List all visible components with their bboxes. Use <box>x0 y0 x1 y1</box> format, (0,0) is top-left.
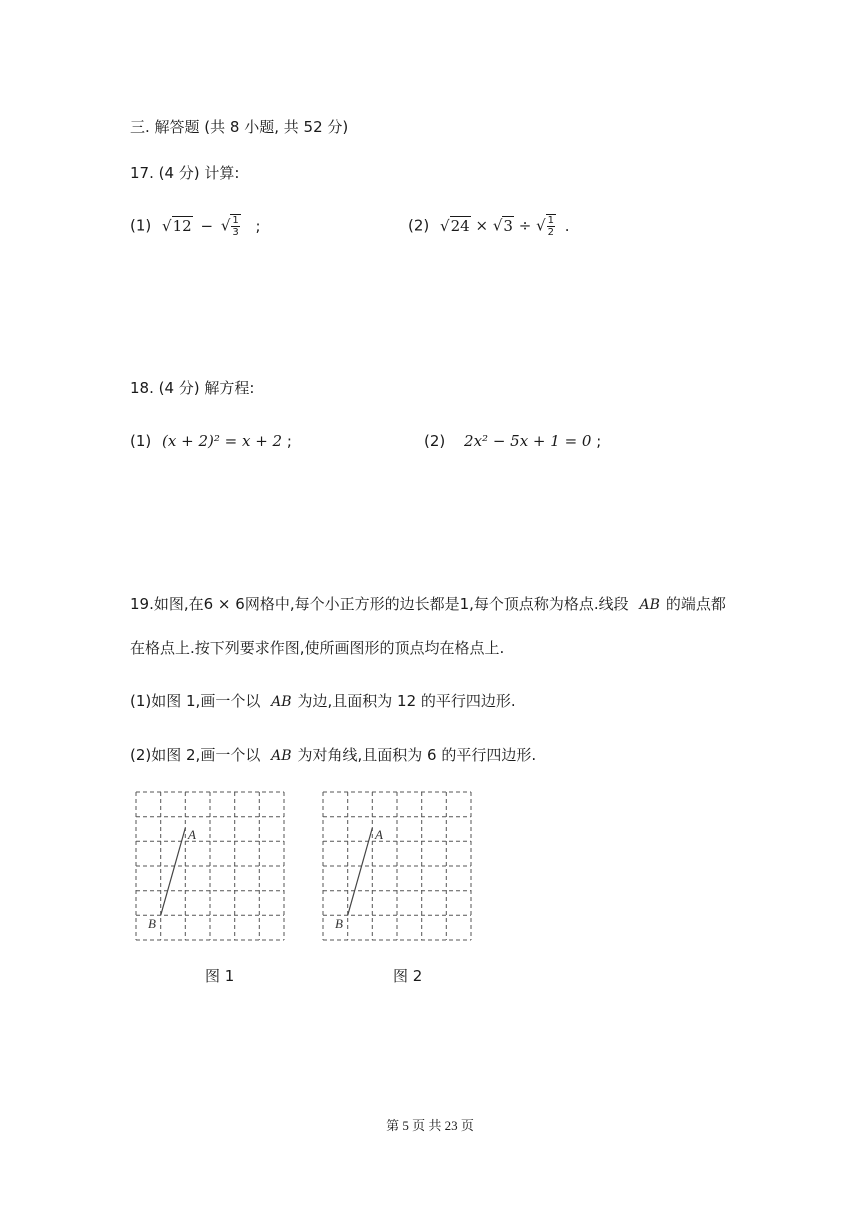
q17-part1 <box>130 214 261 238</box>
q17-part2-fraction <box>546 214 556 238</box>
minus-sign: − <box>200 216 214 235</box>
q19-item2-text: (2)如图 2,画一个以 <box>130 746 261 764</box>
page-footer: 第 5 页 共 23 页 <box>386 1118 474 1133</box>
q18-part1-equation: (x + 2)² = x + 2 <box>162 432 283 450</box>
q17-part1-label: (1) <box>130 216 152 235</box>
q17-header: 17. (4 分) 计算: <box>130 164 240 182</box>
figure-2-caption: 图 2 <box>393 967 423 985</box>
point-b-label: B <box>335 916 343 931</box>
sqrt-symbol: √ <box>220 216 231 235</box>
q19-line1 <box>130 594 726 615</box>
sqrt-symbol: √ <box>492 216 503 235</box>
segment-ab: AB <box>271 694 292 710</box>
q17-part2 <box>408 214 570 238</box>
segment-ab: AB <box>271 748 292 764</box>
q17-part2-label: (2) <box>408 216 430 235</box>
period: . <box>564 216 570 235</box>
section-title: 三. 解答题 (共 8 小题, 共 52 分) <box>130 118 349 136</box>
q19-item2-tail: 为对角线,且面积为 6 的平行四边形. <box>297 746 537 764</box>
figure-1-grid <box>134 790 286 942</box>
sqrt-symbol: √ <box>536 216 546 235</box>
q19-item1-text: (1)如图 1,画一个以 <box>130 692 261 710</box>
sqrt-symbol: √ <box>440 216 450 235</box>
q18-part1 <box>130 431 292 451</box>
sqrt-symbol: √ <box>162 216 172 235</box>
figure-1-caption: 图 1 <box>205 967 235 985</box>
q18-header: 18. (4 分) 解方程: <box>130 379 255 397</box>
q18-part2-equation: 2x² − 5x + 1 = 0 <box>464 432 592 450</box>
q19-line1-tail: 的端点都 <box>665 595 726 613</box>
q19-item1-tail: 为边,且面积为 12 的平行四边形. <box>297 692 516 710</box>
point-b-label: B <box>148 916 156 931</box>
q18-part2-label: (2) <box>424 432 446 450</box>
semicolon: ; <box>286 432 292 450</box>
times-sign: × <box>475 216 489 235</box>
point-a-label: A <box>188 827 196 842</box>
figure-2-grid <box>321 790 473 942</box>
point-a-label: A <box>375 827 383 842</box>
q17-part2-radicand1: 24 <box>450 216 470 235</box>
q19-item2 <box>130 745 536 766</box>
q17-part2-radicand2: 3 <box>503 216 513 235</box>
semicolon: ; <box>255 216 261 235</box>
q18-part1-label: (1) <box>130 432 152 450</box>
q18-part2 <box>424 431 601 451</box>
divide-sign: ÷ <box>518 216 532 235</box>
fraction-denominator: 2 <box>547 227 555 238</box>
q17-part1-fraction <box>230 214 240 238</box>
fraction-numerator: 1 <box>547 215 555 226</box>
segment-ab: AB <box>639 597 660 613</box>
q19-item1 <box>130 691 516 712</box>
q19-line2: 在格点上.按下列要求作图,使所画图形的顶点均在格点上. <box>130 639 505 657</box>
semicolon: ; <box>596 432 602 450</box>
fraction-denominator: 3 <box>232 227 239 238</box>
q19-line1-text: 19.如图,在6 × 6网格中,每个小正方形的边长都是1,每个顶点称为格点.线段 <box>130 595 629 613</box>
fraction-numerator: 1 <box>232 215 239 226</box>
q17-part1-radicand: 12 <box>172 216 192 235</box>
